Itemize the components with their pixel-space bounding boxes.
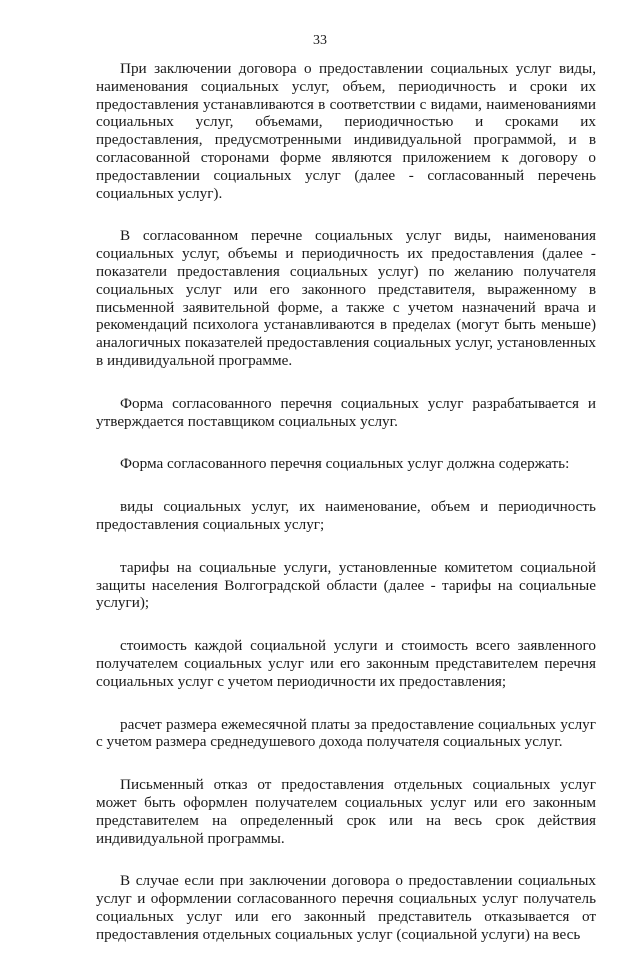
paragraph-item-service-types: виды социальных услуг, их наименование, объем и периодичность предоставления социальных услуг; [96,498,596,533]
page-number: 33 [313,33,327,48]
paragraph-item-monthly-fee: расчет размера ежемесячной платы за предоставление социальных услуг с учетом размера среднедушевого дохода получателя социальных услуг. [96,715,596,751]
paragraph-refusal-case: В случае если при заключении договора о предоставлении социальных услуг и оформлении согласованного перечня социальных услуг получатель социальных услуг или его законный представитель отказывается от предоставления отдельных социальных услуг (социальной услуги) на весь [96,872,596,943]
paragraph-item-cost: стоимость каждой социальной услуги и стоимость всего заявленного получателем социальных услуг или его законным представителем перечня социальных услуг с учетом периодичности их предоставления; [96,637,596,690]
paragraph-service-indicators: В согласованном перечне социальных услуг виды, наименования социальных услуг, объемы и периодичность их предоставления (далее - показатели предоставления социальных услуг) по желанию получателя социальных услуг или его законного представителя, выраженному в письменной заявительной форме, а также с учетом назначений врача и рекомендаций психолога устанавливаются в пределах (могут быть меньше) аналогичных показателей предоставления социальных услуг, установленных в индивидуальной программе. [96,227,596,369]
document-body [96,60,596,968]
paragraph-written-refusal: Письменный отказ от предоставления отдельных социальных услуг может быть оформлен получателем социальных услуг или его законным представителем на определенный срок или на весь срок действия индивидуальной программы. [96,776,596,847]
paragraph-form-contents-intro: Форма согласованного перечня социальных услуг должна содержать: [120,455,570,473]
paragraph-form-development: Форма согласованного перечня социальных услуг разрабатывается и утверждается поставщиком социальных услуг. [96,394,596,430]
paragraph-item-tariffs: тарифы на социальные услуги, установленные комитетом социальной защиты населения Волгоградской области (далее - тарифы на социальные услуги); [96,558,596,612]
paragraph-agreement-list: При заключении договора о предоставлении социальных услуг виды, наименования социальных услуг, объем, периодичность и сроки их предоставления устанавливаются в соответствии с видами, наименованиями социальных услуг, объемами, периодичностью и сроками их предоставления, предусмотренными индивидуальной программой, и в согласованной сторонами форме являются приложением к договору о предоставлении социальных услуг (далее - согласованный перечень социальных услуг). [96,60,596,202]
